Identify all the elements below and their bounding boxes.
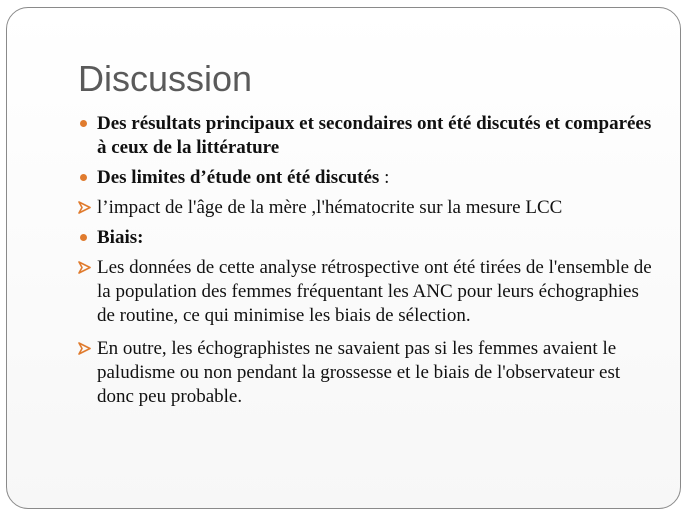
bullet-text: En outre, les échographistes ne savaient pas si les femmes avaient le paludisme ou non pendant la grossesse et le biais de l'observateur est donc peu probable. (97, 338, 621, 407)
arrow-item-impact (78, 196, 658, 220)
bullet-item-limits (78, 166, 658, 190)
arrow-bullet-icon (78, 261, 91, 274)
bullet-item-results (78, 112, 658, 160)
arrow-item-observer (78, 337, 658, 409)
arrow-bullet-icon (78, 342, 91, 355)
bullet-text: Des résultats principaux et secondaires ont été discutés et comparées à ceux de la littérature (97, 113, 652, 158)
arrow-bullet-icon (78, 201, 91, 214)
bullet-suffix: : (379, 167, 390, 188)
round-bullet-icon (80, 234, 87, 241)
round-bullet-icon (80, 120, 87, 127)
bullet-text: Les données de cette analyse rétrospective ont été tirées de l'ensemble de la population des femmes fréquentant les ANC pour leurs échographies de routine, ce qui minimise les biais de sélection. (97, 257, 652, 326)
arrow-item-data (78, 256, 658, 328)
round-bullet-icon (80, 174, 87, 181)
bullet-item-bias (78, 226, 658, 250)
slide-title: Discussion (78, 58, 253, 99)
bullet-text: Biais: (97, 227, 144, 248)
bullet-text: Des limites d’étude ont été discutés (97, 167, 380, 188)
bullet-text: l’impact de l'âge de la mère ,l'hématocrite sur la mesure LCC (97, 197, 563, 218)
slide-content (78, 112, 658, 415)
